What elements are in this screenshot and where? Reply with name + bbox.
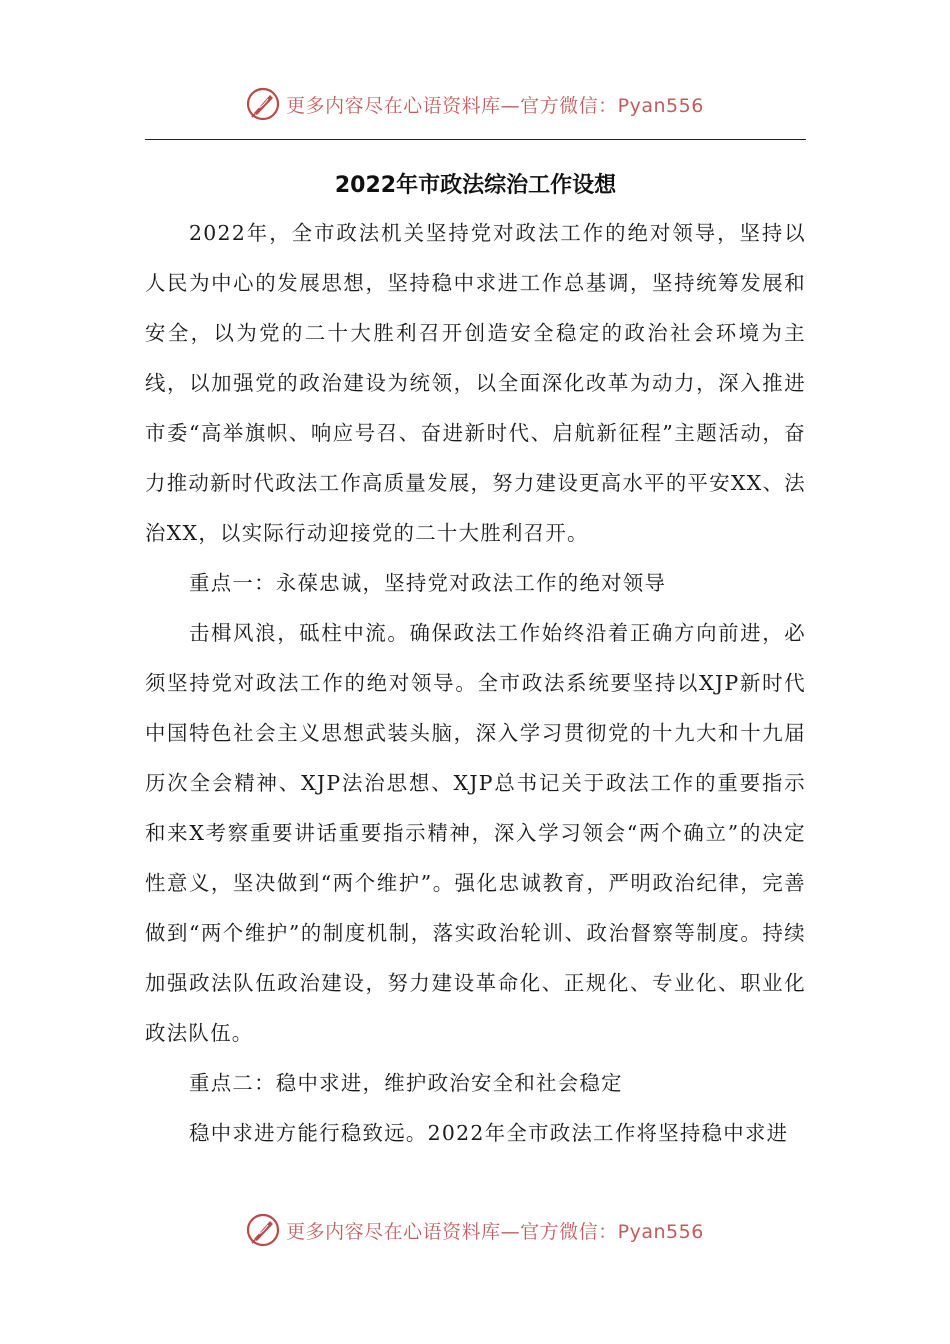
section-heading-2: 重点二：稳中求进，维护政治安全和社会稳定	[189, 1071, 623, 1095]
paragraph-section-1: 击楫风浪，砥柱中流。确保政法工作始终沿着正确方向前进，必须坚持党对政法工作的绝对领导。全市政法系统要坚持以XJP新时代中国特色社会主义思想武装头脑，深入学习贯彻党的十九大和十九届历次全会精神、XJP法治思想、XJP总书记关于政法工作的重要指示和来X考察重要讲话重要指示精神，深入学习领会“两个确立”的决定性意义，坚决做到“两个维护”。强化忠诚教育，严明政治纪律，完善做到“两个维护”的制度机制，落实政治轮训、政治督察等制度。持续加强政法队伍政治建设，努力建设革命化、正规化、专业化、职业化政法队伍。	[145, 621, 806, 1045]
banner-text: 更多内容尽在心语资料库—官方微信：Pyan556	[286, 1220, 704, 1243]
quill-logo-icon	[246, 1213, 280, 1247]
paragraph-section-2: 稳中求进方能行稳致远。2022年全市政法工作将坚持稳中求进	[189, 1121, 789, 1145]
paragraph-intro: 2022年，全市政法机关坚持党对政法工作的绝对领导，坚持以人民为中心的发展思想，坚持稳中求进工作总基调，坚持统筹发展和安全，以为党的二十大胜利召开创造安全稳定的政治社会环境为主线，以加强党的政治建设为统领，以全面深化改革为动力，深入推进市委“高举旗帜、响应号召、奋进新时代、启航新征程”主题活动，奋力推动新时代政法工作高质量发展，努力建设更高水平的平安XX、法治XX，以实际行动迎接党的二十大胜利召开。	[145, 221, 806, 545]
quill-logo-icon	[246, 87, 280, 121]
document-body	[145, 208, 806, 1158]
header-banner	[0, 84, 950, 124]
footer-banner	[0, 1210, 950, 1250]
document-title: 2022年市政法综治工作设想	[334, 173, 617, 198]
header-divider	[145, 139, 806, 140]
section-heading-1: 重点一：永葆忠诚，坚持党对政法工作的绝对领导	[189, 571, 667, 595]
banner-text: 更多内容尽在心语资料库—官方微信：Pyan556	[286, 94, 704, 117]
